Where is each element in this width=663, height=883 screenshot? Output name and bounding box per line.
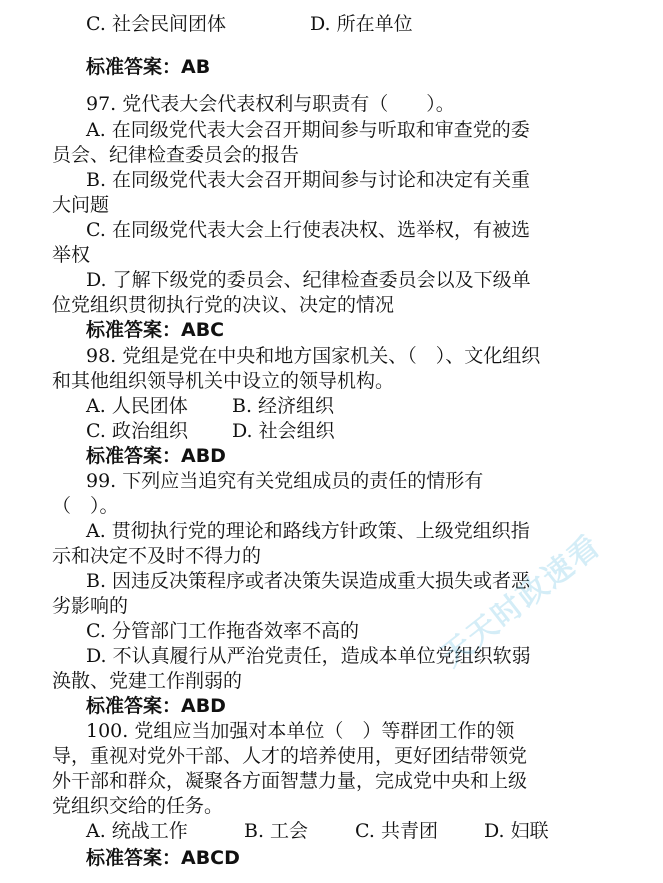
watermark-text: 天天时政速看 [434, 528, 608, 674]
q100-option-a: A. 统战工作 [86, 820, 188, 842]
q97-option-b-line2: 大问题 [52, 194, 110, 216]
q99-option-b-line1: B. 因违反决策程序或者决策失误造成重大损失或者恶 [86, 570, 531, 592]
q98-answer: 标准答案：ABD [86, 445, 226, 467]
q99-stem-line2: （ ）。 [52, 495, 119, 517]
q97-option-b-line1: B. 在同级党代表大会召开期间参与讨论和决定有关重 [86, 169, 531, 191]
q97-option-c-line2: 举权 [52, 244, 91, 266]
q98-option-c: C. 政治组织 [86, 420, 188, 442]
q100-stem-line1: 100. 党组应当加强对本单位（ ）等群团工作的领 [86, 720, 515, 742]
q96-option-c: C. 社会民间团体 [86, 13, 226, 35]
q99-option-d-line2: 涣散、党建工作削弱的 [52, 670, 243, 692]
q99-option-b-line2: 劣影响的 [52, 595, 129, 617]
q100-stem-line4: 党组织交给的任务。 [52, 795, 224, 817]
q99-option-c: C. 分管部门工作拖沓效率不高的 [86, 620, 359, 642]
q97-option-a-line1: A. 在同级党代表大会召开期间参与听取和审查党的委 [86, 119, 530, 141]
q96-option-d: D. 所在单位 [310, 13, 413, 35]
q97-option-d-line2: 位党组织贯彻执行党的决议、决定的情况 [52, 294, 395, 316]
q99-option-a-line2: 示和决定不及时不得力的 [52, 545, 262, 567]
q100-option-d: D. 妇联 [484, 820, 549, 842]
q96-options-cd [0, 12, 663, 37]
q98-stem-line2: 和其他组织领导机关中设立的领导机构。 [52, 370, 395, 392]
q98-options-ab [0, 394, 663, 419]
q97-stem: 97. 党代表大会代表权利与职责有（ ）。 [86, 93, 455, 115]
q97-option-d-line1: D. 了解下级党的委员会、纪律检查委员会以及下级单 [86, 269, 531, 291]
q98-option-a: A. 人民团体 [86, 395, 188, 417]
q99-answer: 标准答案：ABD [86, 695, 226, 717]
q98-option-b: B. 经济组织 [232, 395, 335, 417]
q97-option-c-line1: C. 在同级党代表大会上行使表决权、选举权，有被选 [86, 219, 530, 241]
q100-option-b: B. 工会 [244, 820, 309, 842]
q98-stem-line1: 98. 党组是党在中央和地方国家机关、（ ）、文化组织 [86, 345, 541, 367]
q98-options-cd [0, 419, 663, 444]
q96-answer: 标准答案：AB [86, 56, 211, 78]
q99-option-a-line1: A. 贯彻执行党的理论和路线方针政策、上级党组织指 [86, 520, 530, 542]
q99-option-d-line1: D. 不认真履行从严治党责任，造成本单位党组织软弱 [86, 645, 531, 667]
q100-stem-line2: 导，重视对党外干部、人才的培养使用，更好团结带领党 [52, 745, 528, 767]
q97-answer: 标准答案：ABC [86, 319, 225, 341]
q100-option-c: C. 共青团 [355, 820, 438, 842]
q100-options [0, 819, 663, 844]
q99-stem-line1: 99. 下列应当追究有关党组成员的责任的情形有 [86, 470, 484, 492]
q100-stem-line3: 外干部和群众，凝聚各方面智慧力量，完成党中央和上级 [52, 770, 528, 792]
q98-option-d: D. 社会组织 [232, 420, 335, 442]
q100-answer: 标准答案：ABCD [86, 847, 240, 869]
q97-option-a-line2: 员会、纪律检查委员会的报告 [52, 144, 300, 166]
